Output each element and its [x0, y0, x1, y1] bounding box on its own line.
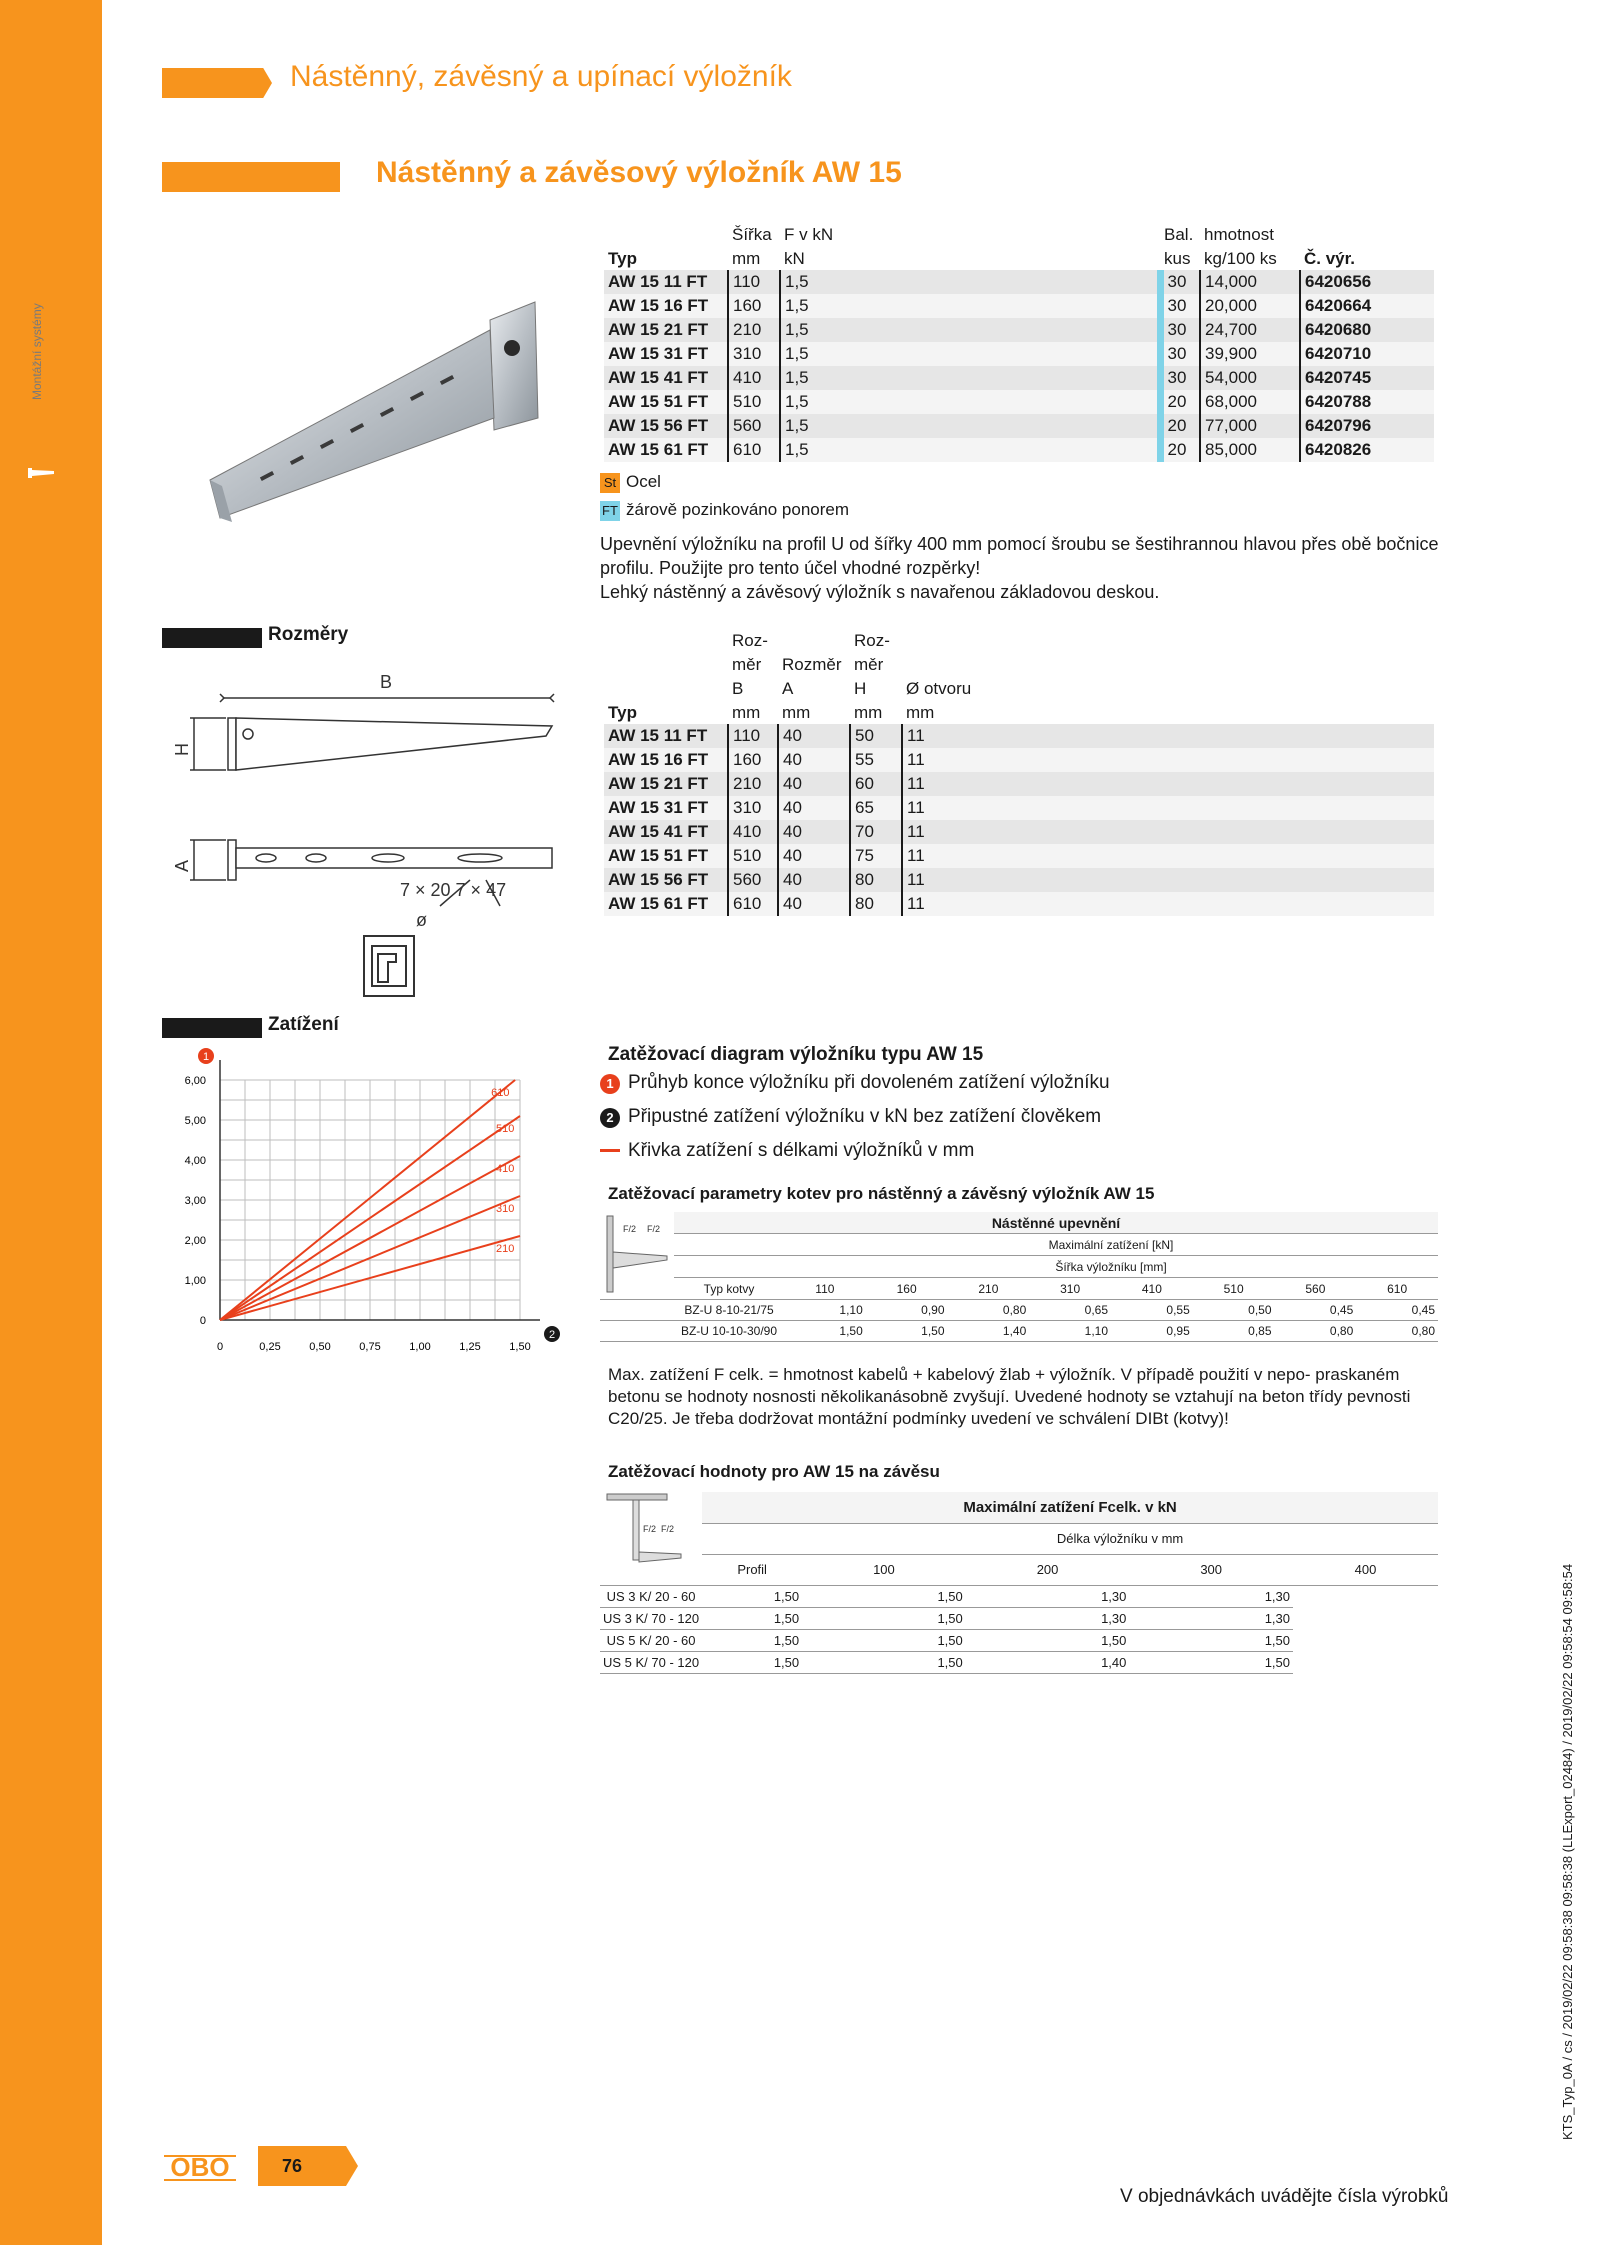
x-tick-label: 0,50 — [309, 1341, 331, 1353]
bracket-icon — [28, 466, 54, 480]
anchor-width-col: 110 — [784, 1278, 866, 1300]
note-line-1: Upevnění výložníku na profil U od šířky 400 mm pomocí šroubu se šestihrannou hlavou přes obě bočnice profilu. Použijte pro tento účel vhodné rozpěrky! — [600, 534, 1439, 578]
svg-text:F/2: F/2 — [661, 1524, 675, 1534]
spec-weight: 85,000 — [1200, 438, 1300, 462]
export-stamp: KTS_Typ_0A / cs / 2019/02/22 09:58:38 09:58:38 (LLExport_02484) / 2019/02/22 09:58:54 09:58:54 — [1560, 1563, 1575, 2140]
spec-pack: 20 — [1160, 390, 1200, 414]
anchor-value: 1,10 — [784, 1300, 866, 1321]
spec-force: 1,5 — [780, 270, 1160, 294]
legend-text-1: Průhyb konce výložníku při dovoleném zatížení výložníku — [628, 1072, 1110, 1093]
spec-weight: 39,900 — [1200, 342, 1300, 366]
dim-label-diameter: ø — [416, 910, 427, 930]
spec-article: 6420796 — [1300, 414, 1434, 438]
steel-code-badge: St — [600, 473, 620, 493]
hang-table — [600, 1492, 1438, 1674]
spec-article: 6420710 — [1300, 342, 1434, 366]
legend-text-2: Připustné zatížení výložníku v kN bez zatížení člověkem — [628, 1106, 1102, 1127]
hang-value: 1,50 — [702, 1652, 802, 1674]
spec-type: AW 15 16 FT — [608, 296, 709, 315]
legend-badge-2: 2 — [600, 1108, 620, 1128]
dim-a: 40 — [778, 868, 850, 892]
y-tick-label: 1,00 — [184, 1275, 206, 1287]
spec-row — [604, 414, 1434, 438]
anchor-value: 0,80 — [948, 1300, 1030, 1321]
hang-length: Délka výložníku v mm — [802, 1523, 1438, 1554]
anchor-value: 0,90 — [866, 1300, 948, 1321]
dim-type-header: Typ — [608, 702, 637, 722]
anchor-value: 0,45 — [1275, 1300, 1357, 1321]
dim-b-header-1: Roz- — [732, 630, 768, 650]
spec-force: 1,5 — [780, 390, 1160, 414]
hang-diagram-cell — [600, 1492, 702, 1586]
anchor-row — [600, 1321, 1438, 1342]
anchor-max-load: Maximální zatížení [kN] — [784, 1234, 1438, 1256]
dim-a: 40 — [778, 844, 850, 868]
col-force-header: F v kN — [784, 224, 834, 244]
dim-a: 40 — [778, 796, 850, 820]
spec-row — [604, 366, 1434, 390]
hang-value: 1,50 — [802, 1608, 966, 1630]
dim-b: 410 — [728, 820, 778, 844]
chart-badge-1-label: 1 — [202, 1051, 210, 1063]
dim-a: 40 — [778, 892, 850, 916]
curve-swatch — [600, 1149, 620, 1152]
spec-row — [604, 390, 1434, 414]
hang-length-col: 300 — [1129, 1554, 1293, 1585]
dim-h: 65 — [850, 796, 902, 820]
load-bar — [162, 1018, 262, 1038]
spec-weight: 14,000 — [1200, 270, 1300, 294]
spec-row — [604, 438, 1434, 462]
anchor-value: 0,50 — [1193, 1300, 1275, 1321]
dimensions-bar — [162, 628, 262, 648]
y-tick-label: 3,00 — [184, 1195, 206, 1207]
svg-text:F/2: F/2 — [647, 1224, 661, 1234]
series-label-210: 210 — [496, 1243, 515, 1255]
anchor-type: BZ-U 10-10-30/90 — [674, 1321, 784, 1342]
dimensions-heading: Rozměry — [268, 624, 349, 645]
spec-row — [604, 342, 1434, 366]
dim-b-header-3: B — [732, 678, 744, 698]
dim-h: 80 — [850, 892, 902, 916]
spec-type: AW 15 21 FT — [608, 320, 709, 339]
spec-pack: 20 — [1160, 438, 1200, 462]
anchor-width-col: 510 — [1193, 1278, 1275, 1300]
anchor-width-col: 410 — [1111, 1278, 1193, 1300]
col-force-unit: kN — [784, 248, 805, 268]
load-diagram-title: Zatěžovací diagram výložníku typu AW 15 — [608, 1044, 984, 1065]
anchor-value: 0,95 — [1111, 1321, 1193, 1342]
svg-text:F/2: F/2 — [623, 1224, 637, 1234]
hang-row — [600, 1652, 1438, 1674]
product-photo — [190, 300, 550, 540]
spec-article: 6420826 — [1300, 438, 1434, 462]
spec-table — [604, 222, 1434, 462]
anchor-value: 0,45 — [1356, 1300, 1438, 1321]
dim-row — [604, 724, 1434, 748]
product-title: Nástěnný a závěsový výložník AW 15 — [376, 156, 902, 189]
dim-a-header-1: Rozměr — [782, 654, 842, 674]
spec-article: 6420656 — [1300, 270, 1434, 294]
dim-b: 110 — [728, 724, 778, 748]
anchor-value: 1,50 — [784, 1321, 866, 1342]
hang-col-label: Profil — [702, 1554, 802, 1585]
spec-width: 310 — [728, 342, 780, 366]
x-tick-label: 1,25 — [459, 1341, 481, 1353]
x-tick-label: 0 — [216, 1341, 224, 1353]
spec-width: 610 — [728, 438, 780, 462]
hang-value: 1,30 — [1129, 1608, 1293, 1630]
dim-row — [604, 796, 1434, 820]
anchor-table-title: Zatěžovací parametry kotev pro nástěnný a závěsný výložník AW 15 — [608, 1184, 1155, 1203]
anchor-type: BZ-U 8-10-21/75 — [674, 1300, 784, 1321]
series-label-610: 610 — [491, 1087, 510, 1099]
galv-label: žárově pozinkováno ponorem — [626, 500, 850, 519]
hang-value: 1,50 — [802, 1652, 966, 1674]
y-tick-label: 4,00 — [184, 1155, 206, 1167]
col-type-header: Typ — [608, 248, 637, 268]
anchor-value: 1,10 — [1029, 1321, 1111, 1342]
dim-h-header-1: Roz- — [854, 630, 890, 650]
spec-force: 1,5 — [780, 318, 1160, 342]
anchor-diagram-cell — [600, 1212, 674, 1300]
dim-o: 11 — [902, 796, 1434, 820]
hang-row — [600, 1586, 1438, 1608]
dim-a: 40 — [778, 748, 850, 772]
footer-note: V objednávkách uvádějte čísla výrobků — [1120, 2186, 1449, 2207]
dim-h: 50 — [850, 724, 902, 748]
section-arrow — [162, 68, 272, 98]
hang-value: 1,50 — [1129, 1652, 1293, 1674]
spec-article: 6420788 — [1300, 390, 1434, 414]
svg-text:F/2: F/2 — [643, 1524, 657, 1534]
col-weight-unit: kg/100 ks — [1204, 248, 1277, 268]
dim-b-header-2: měr — [732, 654, 762, 674]
dim-row — [604, 748, 1434, 772]
x-tick-label: 1,50 — [509, 1341, 531, 1353]
hang-value: 1,50 — [702, 1586, 802, 1608]
legend-text-3: Křivka zatížení s délkami výložníků v mm — [628, 1140, 975, 1161]
col-article-header: Č. výr. — [1304, 248, 1356, 268]
dim-type: AW 15 31 FT — [608, 798, 709, 817]
dim-type: AW 15 16 FT — [608, 750, 709, 769]
dim-b: 610 — [728, 892, 778, 916]
note-line-2: Lehký nástěnný a závěsový výložník s navařenou základovou deskou. — [600, 582, 1160, 602]
chart-badge-2-label: 2 — [548, 1329, 556, 1341]
dim-a: 40 — [778, 772, 850, 796]
product-title-bar — [162, 162, 340, 192]
dim-h: 55 — [850, 748, 902, 772]
dim-b: 210 — [728, 772, 778, 796]
dim-row — [604, 892, 1434, 916]
series-label-410: 410 — [496, 1163, 515, 1175]
obo-logo — [160, 2152, 240, 2182]
dim-o: 11 — [902, 892, 1434, 916]
sidebar-category-label: Montážní systémy — [30, 303, 44, 400]
col-pack-unit: kus — [1164, 248, 1191, 268]
dim-b: 310 — [728, 796, 778, 820]
hang-profile: US 5 K/ 20 - 60 — [600, 1630, 702, 1652]
dim-type: AW 15 11 FT — [608, 726, 708, 745]
hang-value: 1,40 — [966, 1652, 1130, 1674]
dim-o-header-2: mm — [906, 702, 935, 722]
anchor-value: 0,80 — [1356, 1321, 1438, 1342]
dim-o-header-1: Ø otvoru — [906, 678, 972, 698]
dim-o: 11 — [902, 772, 1434, 796]
spec-article: 6420664 — [1300, 294, 1434, 318]
dimension-table — [604, 628, 1434, 916]
spec-pack: 30 — [1160, 366, 1200, 390]
anchor-value: 0,80 — [1275, 1321, 1357, 1342]
anchor-value: 1,40 — [948, 1321, 1030, 1342]
dim-a: 40 — [778, 820, 850, 844]
hang-table-title: Zatěžovací hodnoty pro AW 15 na závěsu — [608, 1462, 940, 1481]
series-label-310: 310 — [496, 1203, 515, 1215]
anchor-table — [600, 1212, 1438, 1342]
page-number: 76 — [282, 2156, 303, 2176]
anchor-width-col: 610 — [1356, 1278, 1438, 1300]
spec-force: 1,5 — [780, 366, 1160, 390]
dim-h-header-2: měr — [854, 654, 884, 674]
hang-profile: US 3 K/ 70 - 120 — [600, 1608, 702, 1630]
load-chart — [160, 1040, 580, 1370]
spec-force: 1,5 — [780, 294, 1160, 318]
spec-article: 6420680 — [1300, 318, 1434, 342]
spec-weight: 24,700 — [1200, 318, 1300, 342]
hang-profile: US 3 K/ 20 - 60 — [600, 1586, 702, 1608]
load-legend-3 — [600, 1140, 974, 1162]
dim-row — [604, 844, 1434, 868]
anchor-width: Šířka výložníku [mm] — [784, 1256, 1438, 1278]
spec-type: AW 15 41 FT — [608, 368, 709, 387]
col-width-header: Šířka — [732, 224, 772, 244]
dim-h: 60 — [850, 772, 902, 796]
dim-label-h: H — [172, 743, 192, 756]
dim-o: 11 — [902, 820, 1434, 844]
dim-o: 11 — [902, 868, 1434, 892]
series-label-510: 510 — [496, 1123, 515, 1135]
dim-o: 11 — [902, 748, 1434, 772]
hang-value: 1,50 — [1129, 1630, 1293, 1652]
dim-type: AW 15 56 FT — [608, 870, 709, 889]
dim-type: AW 15 21 FT — [608, 774, 709, 793]
col-width-unit: mm — [732, 248, 761, 268]
dim-b: 160 — [728, 748, 778, 772]
anchor-value: 0,65 — [1029, 1300, 1111, 1321]
spec-pack: 30 — [1160, 294, 1200, 318]
spec-force: 1,5 — [780, 438, 1160, 462]
dim-b: 560 — [728, 868, 778, 892]
dim-h: 80 — [850, 868, 902, 892]
spec-force: 1,5 — [780, 414, 1160, 438]
spec-pack: 30 — [1160, 270, 1200, 294]
spec-width: 510 — [728, 390, 780, 414]
hang-value: 1,50 — [802, 1630, 966, 1652]
hang-row — [600, 1608, 1438, 1630]
spec-weight: 77,000 — [1200, 414, 1300, 438]
sidebar-divider — [102, 0, 108, 2245]
spec-pack: 30 — [1160, 318, 1200, 342]
legend-badge-1: 1 — [600, 1074, 620, 1094]
dim-b: 510 — [728, 844, 778, 868]
col-weight-header: hmotnost — [1204, 224, 1274, 244]
dim-row — [604, 820, 1434, 844]
dim-row — [604, 868, 1434, 892]
anchor-width-col: 210 — [948, 1278, 1030, 1300]
hang-value: 1,50 — [966, 1630, 1130, 1652]
dim-h: 75 — [850, 844, 902, 868]
hang-section: Maximální zatížení Fcelk. v kN — [702, 1492, 1438, 1523]
anchor-section: Nástěnné upevnění — [674, 1212, 1438, 1234]
spec-width: 410 — [728, 366, 780, 390]
hang-value: 1,30 — [1129, 1586, 1293, 1608]
dim-label-b: B — [380, 672, 393, 692]
hang-value: 1,50 — [702, 1608, 802, 1630]
ceiling-hanger-icon — [603, 1492, 683, 1582]
wall-anchor-icon — [603, 1212, 669, 1296]
dim-h-header-3: H — [854, 678, 867, 698]
dim-a-header-3: mm — [782, 702, 811, 722]
spec-width: 160 — [728, 294, 780, 318]
anchor-value: 1,50 — [866, 1321, 948, 1342]
hang-length-col: 200 — [966, 1554, 1130, 1585]
hang-length-col: 100 — [802, 1554, 966, 1585]
dim-a-header-2: A — [782, 678, 794, 698]
dim-b-header-4: mm — [732, 702, 761, 722]
col-pack-header: Bal. — [1164, 224, 1194, 244]
spec-type: AW 15 11 FT — [608, 272, 708, 291]
dim-a: 40 — [778, 724, 850, 748]
spec-width: 560 — [728, 414, 780, 438]
load-heading: Zatížení — [268, 1014, 339, 1035]
spec-force: 1,5 — [780, 342, 1160, 366]
hang-length-col: 400 — [1293, 1554, 1438, 1585]
hang-profile: US 5 K/ 70 - 120 — [600, 1652, 702, 1674]
spec-type: AW 15 31 FT — [608, 344, 709, 363]
y-tick-label: 0 — [199, 1315, 206, 1327]
spec-weight: 68,000 — [1200, 390, 1300, 414]
sidebar-band — [0, 0, 102, 2245]
dim-h: 70 — [850, 820, 902, 844]
spec-type: AW 15 61 FT — [608, 440, 709, 459]
x-tick-label: 1,00 — [409, 1341, 431, 1353]
dim-type: AW 15 61 FT — [608, 894, 709, 913]
spec-row — [604, 318, 1434, 342]
dim-type: AW 15 51 FT — [608, 846, 709, 865]
anchor-row — [600, 1300, 1438, 1321]
anchor-col-label: Typ kotvy — [674, 1278, 784, 1300]
hang-row — [600, 1630, 1438, 1652]
hole-detail-drawing — [360, 920, 440, 1000]
galv-code-badge: FT — [600, 501, 620, 521]
spec-pack: 20 — [1160, 414, 1200, 438]
spec-width: 110 — [728, 270, 780, 294]
anchor-width-col: 560 — [1275, 1278, 1357, 1300]
hang-value: 1,50 — [702, 1630, 802, 1652]
dim-label-slots: 7 × 20 7 × 47 — [400, 880, 507, 900]
spec-type: AW 15 56 FT — [608, 416, 709, 435]
anchor-width-col: 310 — [1029, 1278, 1111, 1300]
hang-value: 1,30 — [966, 1586, 1130, 1608]
hang-value: 1,30 — [966, 1608, 1130, 1630]
legend-galvanized — [600, 500, 849, 521]
dim-row — [604, 772, 1434, 796]
dim-type: AW 15 41 FT — [608, 822, 709, 841]
y-tick-label: 2,00 — [184, 1235, 206, 1247]
anchor-value: 0,55 — [1111, 1300, 1193, 1321]
page-number-tab — [258, 2146, 358, 2186]
steel-label: Ocel — [626, 472, 661, 491]
x-tick-label: 0,25 — [259, 1341, 281, 1353]
dim-o: 11 — [902, 844, 1434, 868]
hang-value: 1,50 — [802, 1586, 966, 1608]
spec-width: 210 — [728, 318, 780, 342]
spec-row — [604, 270, 1434, 294]
y-tick-label: 5,00 — [184, 1115, 206, 1127]
spec-type: AW 15 51 FT — [608, 392, 709, 411]
section-title: Nástěnný, závěsný a upínací výložník — [290, 60, 792, 93]
dim-o: 11 — [902, 724, 1434, 748]
x-tick-label: 0,75 — [359, 1341, 381, 1353]
anchor-value: 0,85 — [1193, 1321, 1275, 1342]
spec-pack: 30 — [1160, 342, 1200, 366]
max-load-note: Max. zatížení F celk. = hmotnost kabelů + kabelový žlab + výložník. V případě použití v nepo- praskaném betonu se hodnoty nosnosti několikanásobně zvyšují. Uvedené hodnoty se vztahují na beton třídy pevnosti C20/25. Je třeba dodržovat montážní podmínky uvedení ve schválení DIBt (kotvy)! — [608, 1365, 1411, 1428]
load-legend-2 — [600, 1106, 1101, 1128]
spec-weight: 54,000 — [1200, 366, 1300, 390]
load-legend-1 — [600, 1072, 1110, 1094]
spec-row — [604, 294, 1434, 318]
product-notes — [600, 532, 1440, 604]
spec-weight: 20,000 — [1200, 294, 1300, 318]
svg-text:OBO: OBO — [170, 2152, 230, 2182]
anchor-width-col: 160 — [866, 1278, 948, 1300]
dim-h-header-4: mm — [854, 702, 883, 722]
y-tick-label: 6,00 — [184, 1075, 206, 1087]
spec-article: 6420745 — [1300, 366, 1434, 390]
dim-label-a: A — [172, 859, 192, 872]
legend-steel — [600, 472, 661, 493]
